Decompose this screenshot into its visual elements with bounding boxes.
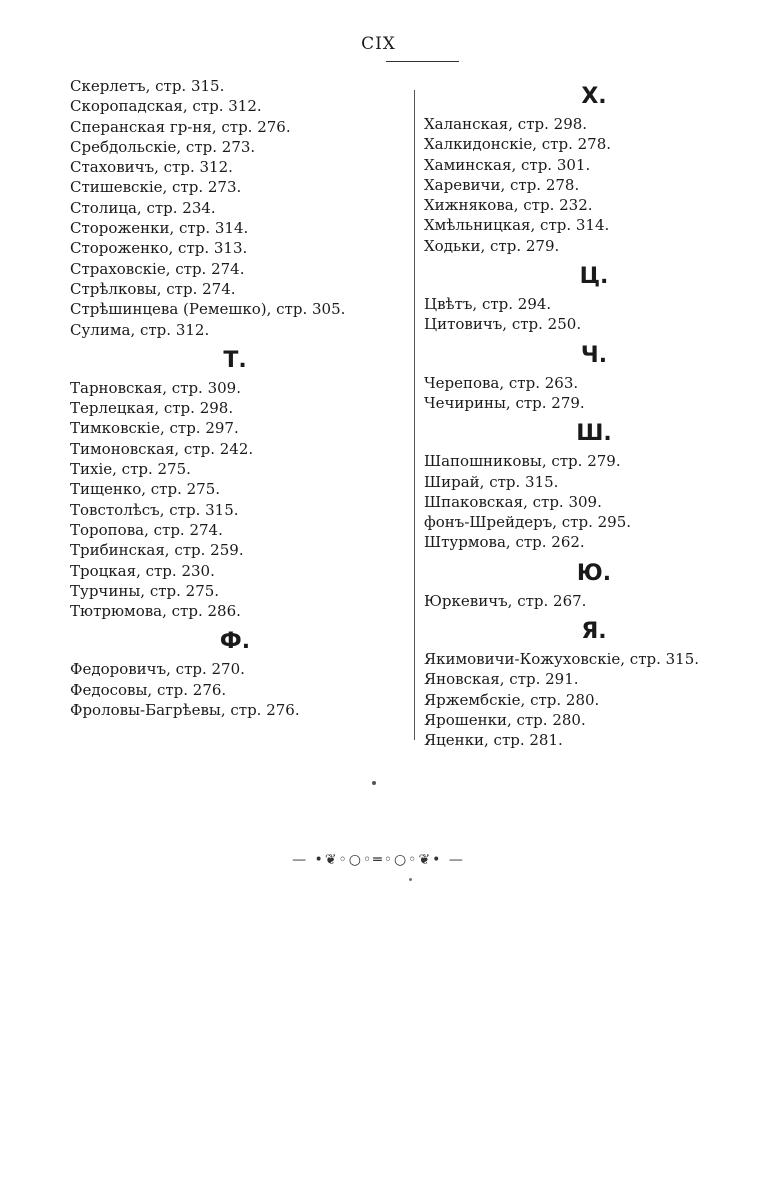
index-entry: Скерлетъ, стр. 315. xyxy=(70,77,225,95)
index-entry: Чечирины, стр. 279. xyxy=(424,393,585,412)
index-entry: Стрѣшинцева (Ремешко), стр. 305. xyxy=(70,300,346,319)
index-entry: Хмѣльницкая, стр. 314. xyxy=(424,216,610,235)
index-entry: Юркевичъ, стр. 267. xyxy=(424,591,587,610)
index-entry: Страховскіе, стр. 274. xyxy=(70,259,245,278)
index-entry: Товстолѣсъ, стр. 315. xyxy=(70,500,239,519)
index-entry: Яценки, стр. 281. xyxy=(424,731,563,750)
index-entry: Стаховичъ, стр. 312. xyxy=(70,158,233,177)
index-column-right xyxy=(424,76,744,751)
index-entry: Хижнякова, стр. 232. xyxy=(424,196,593,215)
letter-heading: Ю. xyxy=(576,560,612,586)
index-entry: Скоропадская, стр. 312. xyxy=(70,97,262,116)
letter-heading: Ф. xyxy=(219,629,251,655)
index-entry: Тютрюмова, стр. 286. xyxy=(70,602,241,621)
index-entry: Стороженко, стр. 313. xyxy=(70,239,248,258)
index-entry: Трибинская, стр. 259. xyxy=(70,541,244,560)
index-entry: Фроловы-Багрѣевы, стр. 276. xyxy=(70,701,300,720)
index-entry: Шпаковская, стр. 309. xyxy=(424,492,602,511)
letter-heading: Ч. xyxy=(580,342,608,368)
index-entry: Яновская, стр. 291. xyxy=(424,670,579,689)
letter-heading: Я. xyxy=(581,619,607,645)
index-entry: Тарновская, стр. 309. xyxy=(70,378,241,397)
ink-speck xyxy=(372,781,376,785)
letter-heading: Т. xyxy=(223,347,247,373)
index-entry: Халанская, стр. 298. xyxy=(424,115,588,133)
letter-heading: Ш. xyxy=(576,421,612,447)
index-entry: Сулима, стр. 312. xyxy=(70,320,210,339)
index-entry: Столица, стр. 234. xyxy=(70,198,216,217)
index-entry: Хаминская, стр. 301. xyxy=(424,155,591,174)
index-entry: Штурмова, стр. 262. xyxy=(424,533,585,552)
ink-speck xyxy=(409,878,412,881)
index-entry: Яржембскіе, стр. 280. xyxy=(424,690,600,709)
index-entry: Федоровичъ, стр. 270. xyxy=(70,660,245,679)
index-entry: Ширай, стр. 315. xyxy=(424,472,559,491)
index-entry: фонъ-Шрейдеръ, стр. 295. xyxy=(424,513,632,532)
letter-heading: Х. xyxy=(581,84,607,109)
index-entry: Тищенко, стр. 275. xyxy=(70,480,220,499)
index-entry: Черепова, стр. 263. xyxy=(424,373,579,392)
index-entry: Шапошниковы, стр. 279. xyxy=(424,452,621,471)
index-entry: Федосовы, стр. 276. xyxy=(70,680,227,699)
index-entry: Тимоновская, стр. 242. xyxy=(70,439,254,458)
index-entry: Сребдольскіе, стр. 273. xyxy=(70,137,256,156)
index-entry: Цитовичъ, стр. 250. xyxy=(424,315,582,334)
index-entry: Терлецкая, стр. 298. xyxy=(70,399,234,418)
index-entry: Ходьки, стр. 279. xyxy=(424,236,560,255)
index-entry: Стишевскіе, стр. 273. xyxy=(70,178,242,197)
index-entry: Ярошенки, стр. 280. xyxy=(424,710,586,729)
index-entry: Троцкая, стр. 230. xyxy=(70,561,215,580)
index-entry: Харевичи, стр. 278. xyxy=(424,175,580,194)
letter-heading: Ц. xyxy=(579,264,609,290)
column-divider xyxy=(414,90,415,740)
index-entry: Тимковскіе, стр. 297. xyxy=(70,419,239,438)
index-entry: Стороженки, стр. 314. xyxy=(70,219,249,238)
ornament-divider: — •❦◦○◦═◦○◦❦• — xyxy=(292,852,465,868)
index-entry: Якимовичи-Кожуховскіе, стр. 315. xyxy=(424,650,700,669)
page-number: CIX xyxy=(361,34,396,54)
index-entry: Цвѣтъ, стр. 294. xyxy=(424,295,552,314)
index-entry: Тихіе, стр. 275. xyxy=(70,460,191,479)
header-rule xyxy=(386,61,459,62)
index-entry: Халкидонскіе, стр. 278. xyxy=(424,135,612,154)
index-entry: Стрѣлковы, стр. 274. xyxy=(70,279,236,298)
index-column-left xyxy=(70,76,390,720)
index-entry: Сперанская гр-ня, стр. 276. xyxy=(70,117,291,136)
index-entry: Торопова, стр. 274. xyxy=(70,520,223,539)
index-entry: Турчины, стр. 275. xyxy=(70,581,220,600)
